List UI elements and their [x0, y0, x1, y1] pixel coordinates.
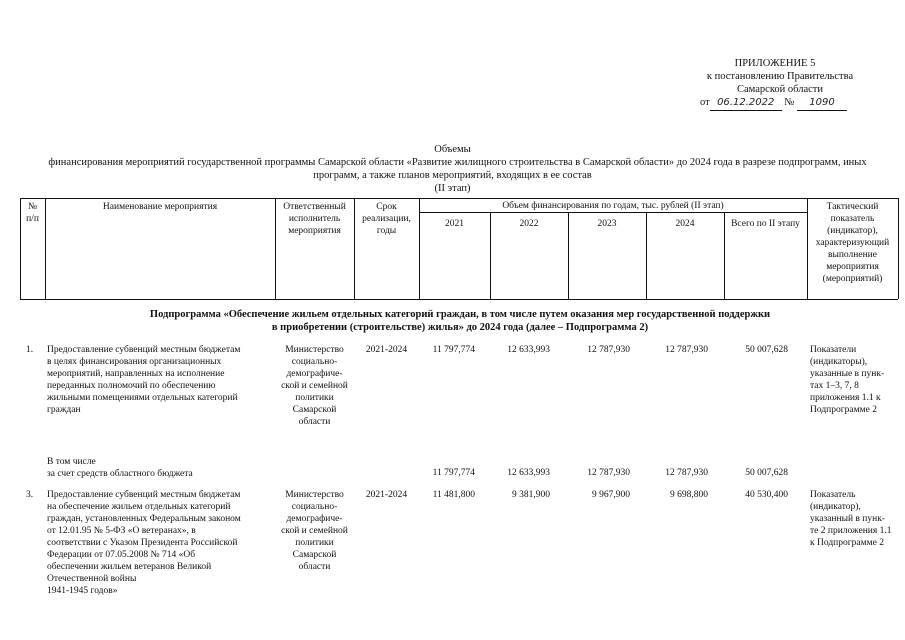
row3-val-2021: 11 481,800 [432, 490, 475, 500]
subprogram-line1: Подпрограмма «Обеспечение жильем отдельных категорий граждан, в том числе путем оказания мер государственной поддержки [149, 309, 771, 320]
appendix-title: ПРИЛОЖЕНИЕ 5 [734, 58, 816, 69]
row3-num: 3. [26, 490, 34, 500]
row1-indicator: Показатели (индикаторы), указанные в пунк- тах 1–3, 7, 8 приложения 1.1 к Подпрограмме 2 [810, 345, 885, 415]
row1-num: 1. [26, 345, 34, 355]
row3-val-2023: 9 967,900 [592, 490, 630, 500]
row1-val-2022: 12 633,993 [507, 345, 550, 355]
row2-name: В том числе за счет средств областного бюджета [47, 457, 193, 479]
doc-title-line4: (II этап) [434, 183, 471, 194]
row1-val-2024: 12 787,930 [665, 345, 708, 355]
appendix-line2: Самарской области [737, 84, 823, 95]
row1-responsible: Министерство социально- демографиче- ской и семейной политики Самарской области [281, 345, 348, 427]
doc-title-line3: программ, а также планов мероприятий, входящих в ее состав [313, 170, 592, 181]
date-prefix: от [700, 97, 710, 108]
header-name: Наименование мероприятия [102, 202, 218, 212]
row2-val-2023: 12 787,930 [587, 468, 630, 478]
row1-total: 50 007,628 [745, 345, 788, 355]
row3-term: 2021-2024 [365, 490, 408, 500]
row3-responsible: Министерство социально- демографиче- ской и семейной политики Самарской области [281, 490, 348, 572]
row1-val-2023: 12 787,930 [587, 345, 630, 355]
row3-name: Предоставление субвенций местным бюджетам на обеспечение жильем отдельных категорий граждан, установленных Федеральным законом от 12.01.95 № 5-ФЗ «О ветеранах», в соответствии с Указом Президента Российской Федерации от 07.05.2008 № 714 «Об обеспечении жильем ветеранов Великой Отечественной войны 1941-1945 годов» [47, 490, 241, 596]
header-responsible: Ответственный исполнитель мероприятия [283, 202, 346, 236]
row3-indicator: Показатель (индикатор), указанный в пунк- те 2 приложения 1.1 к Подпрограмме 2 [810, 490, 892, 548]
row1-term: 2021-2024 [365, 345, 408, 355]
header-funding-group: Объем финансирования по годам, тыс. рублей (II этап) [502, 201, 724, 211]
header-indicator: Тактический показатель (индикатор), характеризующий выполнение мероприятия (мероприятий) [815, 202, 890, 284]
number-value: 1090 [797, 97, 847, 111]
header-num: № п/п [26, 202, 39, 224]
row3-total: 40 530,400 [745, 490, 788, 500]
row2-val-2021: 11 797,774 [432, 468, 475, 478]
header-year-2024: 2024 [675, 219, 695, 229]
header-year-2023: 2023 [597, 219, 617, 229]
row3-val-2022: 9 381,900 [512, 490, 550, 500]
subprogram-line2: в приобретении (строительстве) жилья» до 2024 года (далее – Подпрограмма 2) [271, 322, 649, 333]
row2-val-2024: 12 787,930 [665, 468, 708, 478]
row2-total: 50 007,628 [745, 468, 788, 478]
doc-title-line2: финансирования мероприятий государственной программы Самарской области «Развитие жилищного строительства в Самарской области» до 2024 года в разрезе подпрограмм, иных [48, 157, 867, 168]
header-year-2022: 2022 [519, 219, 539, 229]
header-year-2021: 2021 [445, 219, 464, 229]
header-term: Срок реализации, годы [362, 202, 411, 236]
header-total: Всего по II этапу [731, 219, 800, 229]
appendix-line1: к постановлению Правительства [706, 71, 854, 82]
row3-val-2024: 9 698,800 [670, 490, 708, 500]
row1-val-2021: 11 797,774 [432, 345, 475, 355]
row2-val-2022: 12 633,993 [507, 468, 550, 478]
doc-title-line1: Объемы [434, 144, 471, 155]
appendix-date-line [700, 97, 870, 111]
row1-name: Предоставление субвенций местным бюджетам в целях финансирования организационных мероприятий, направленных на исполнение переданных полномочий по обеспечению жильными помещениями отдельных категорий граждан [47, 345, 241, 415]
date-value: 06.12.2022 [710, 97, 782, 111]
number-prefix: № [784, 97, 795, 108]
